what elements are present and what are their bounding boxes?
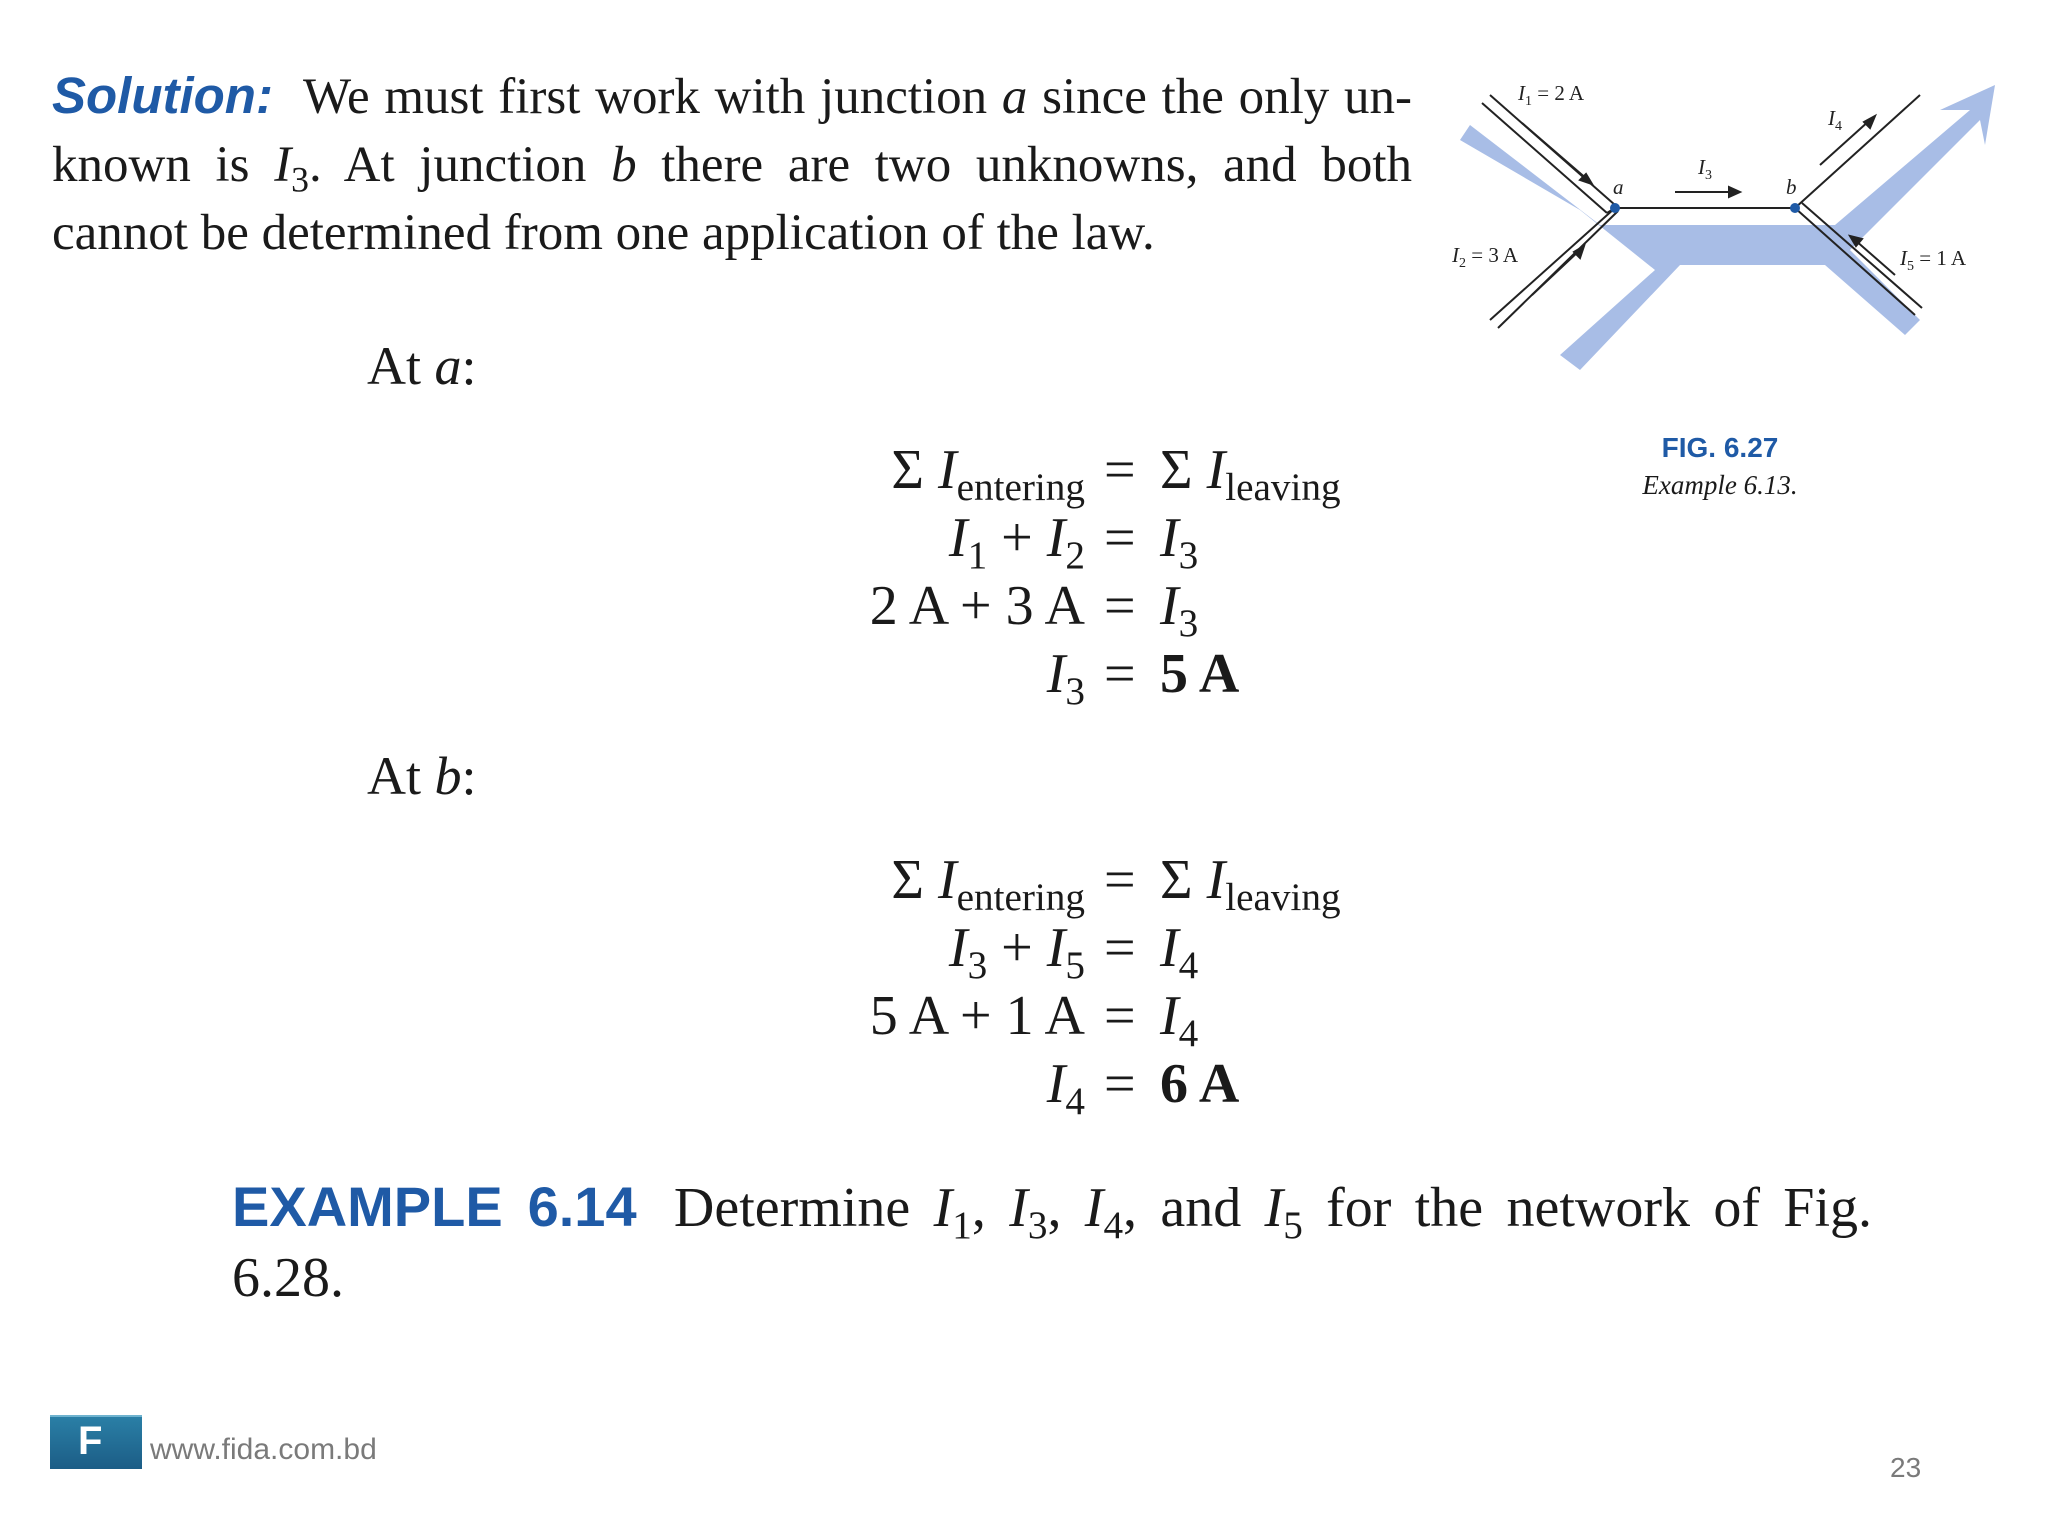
current-symbol: I bbox=[1160, 507, 1179, 569]
eq-b-row1-rhs bbox=[1160, 848, 1341, 919]
figure-caption-subtitle: Example 6.13. bbox=[1642, 470, 1798, 500]
current-symbol: I bbox=[937, 849, 957, 911]
current-symbol: I bbox=[933, 1177, 953, 1239]
eq-a-row1-lhs bbox=[891, 438, 1085, 509]
logo-letter: F bbox=[78, 1419, 103, 1463]
equals-sign: = bbox=[1104, 849, 1136, 911]
subscript: 5 bbox=[1283, 1203, 1303, 1247]
equals-sign: = bbox=[1104, 507, 1136, 569]
subscript: 1 bbox=[952, 1203, 972, 1247]
label-i4: $I_4$ bbox=[1828, 106, 1842, 134]
solution-paragraph bbox=[52, 62, 1412, 267]
solution-text-1: We must first work with junction bbox=[302, 69, 1002, 125]
eq-a-result: 5 A bbox=[1160, 643, 1240, 705]
equals-sign: = bbox=[1104, 985, 1136, 1047]
subscript: 3 bbox=[1178, 601, 1199, 645]
junction-a-ref: a bbox=[1001, 69, 1028, 125]
node-b bbox=[1790, 203, 1800, 213]
current-symbol: I bbox=[1046, 917, 1066, 979]
eq-a-row3-rhs bbox=[1160, 574, 1199, 645]
eq-b-row4-lhs bbox=[1046, 1052, 1085, 1123]
subscript: 4 bbox=[1103, 1203, 1124, 1247]
sigma: Σ bbox=[891, 849, 924, 911]
current-symbol: I bbox=[1046, 1053, 1066, 1115]
plus-sign: + bbox=[1001, 507, 1033, 569]
eq-b-result: 6 A bbox=[1160, 1053, 1240, 1115]
equals-sign: = bbox=[1104, 439, 1136, 501]
subscript: 1 bbox=[967, 533, 988, 577]
subscript: 4 bbox=[1178, 943, 1199, 987]
subscript: 3 bbox=[1178, 533, 1199, 577]
example-paragraph bbox=[232, 1172, 1872, 1313]
subscript: 2 bbox=[1065, 533, 1085, 577]
subscript: 4 bbox=[1178, 1011, 1199, 1055]
sigma: Σ bbox=[1160, 439, 1193, 501]
plus-sign: + bbox=[1001, 917, 1033, 979]
current-symbol: I bbox=[1046, 507, 1066, 569]
equals-sign: = bbox=[1104, 575, 1136, 637]
eq-a-row2-rhs bbox=[1160, 506, 1199, 577]
page-number: 23 bbox=[1890, 1452, 1922, 1483]
subscript: 4 bbox=[1065, 1079, 1085, 1123]
sigma: Σ bbox=[891, 439, 924, 501]
fida-logo bbox=[50, 1415, 142, 1469]
current-subscript: 3 bbox=[291, 159, 310, 200]
solution-text-2: since the only un-known is bbox=[52, 69, 1413, 193]
current-symbol: I bbox=[1206, 439, 1226, 501]
current-symbol: I bbox=[1160, 917, 1179, 979]
equals-sign: = bbox=[1104, 1053, 1136, 1115]
label-i2: $I_2 = 3$ A bbox=[1452, 243, 1519, 271]
current-symbol: I bbox=[948, 507, 968, 569]
at-var: b bbox=[434, 746, 462, 806]
at-text: At bbox=[367, 746, 435, 806]
sub-leaving: leaving bbox=[1225, 875, 1341, 919]
current-symbol: I bbox=[1264, 1177, 1284, 1239]
subscript: 3 bbox=[1027, 1203, 1048, 1247]
eq-b-row1-lhs bbox=[891, 848, 1085, 919]
at-colon: : bbox=[461, 336, 477, 396]
example-label: EXAMPLE 6.14 bbox=[232, 1175, 637, 1238]
example-text-2: for the network of Fig. 6.28. bbox=[232, 1177, 1873, 1309]
and-text: , and bbox=[1123, 1177, 1265, 1239]
subscript: 3 bbox=[967, 943, 988, 987]
eq-a-row4-lhs bbox=[1046, 642, 1085, 713]
current-symbol: I bbox=[274, 137, 292, 193]
label-i1: $I_1 = 2$ A bbox=[1518, 81, 1585, 109]
eq-b-row3-rhs bbox=[1160, 984, 1199, 1055]
figure-caption-title: FIG. 6.27 bbox=[1661, 432, 1779, 463]
eq-b-row3-lhs: 5 A + 1 A bbox=[869, 985, 1085, 1047]
solution-text-4: there are two unknowns, and both cannot be determined from one application of the law. bbox=[52, 137, 1412, 261]
label-i3: $I_3$ bbox=[1698, 155, 1712, 183]
solution-label: Solution: bbox=[52, 67, 273, 124]
comma: , bbox=[971, 1177, 1010, 1239]
subscript: 3 bbox=[1065, 669, 1085, 713]
current-symbol: I bbox=[1206, 849, 1226, 911]
junction-diagram bbox=[1440, 70, 2020, 410]
sub-entering: entering bbox=[956, 465, 1085, 509]
solution-text-3: . At junction bbox=[309, 137, 612, 193]
current-symbol: I bbox=[937, 439, 957, 501]
equals-sign: = bbox=[1104, 643, 1136, 705]
current-symbol: I bbox=[1046, 643, 1066, 705]
at-b-heading bbox=[367, 745, 477, 807]
footer-url: www.fida.com.bd bbox=[150, 1433, 377, 1466]
sub-entering: entering bbox=[956, 875, 1085, 919]
current-flow-arrows bbox=[1460, 85, 1995, 370]
current-symbol: I bbox=[1160, 985, 1179, 1047]
current-symbol: I bbox=[1160, 575, 1179, 637]
junction-b-ref: b bbox=[611, 137, 637, 193]
eq-a-row3-lhs: 2 A + 3 A bbox=[869, 575, 1085, 637]
current-symbol: I bbox=[948, 917, 968, 979]
eq-b-row2-lhs bbox=[948, 916, 1085, 987]
at-text: At bbox=[367, 336, 435, 396]
node-a bbox=[1610, 203, 1620, 213]
at-a-heading bbox=[367, 335, 477, 397]
sub-leaving: leaving bbox=[1225, 465, 1341, 509]
label-node-b: b bbox=[1786, 175, 1797, 199]
eq-b-row2-rhs bbox=[1160, 916, 1199, 987]
label-i5: $I_5 = 1$ A bbox=[1900, 246, 1967, 274]
comma: , bbox=[1047, 1177, 1085, 1239]
sigma: Σ bbox=[1160, 849, 1193, 911]
figure-caption bbox=[1560, 432, 1880, 501]
current-symbol: I bbox=[1009, 1177, 1028, 1239]
at-colon: : bbox=[461, 746, 477, 806]
eq-a-row2-lhs bbox=[948, 506, 1085, 577]
equals-sign: = bbox=[1104, 917, 1136, 979]
current-symbol: I bbox=[1084, 1177, 1104, 1239]
label-node-a: a bbox=[1613, 175, 1624, 199]
example-text-1: Determine bbox=[650, 1177, 934, 1239]
at-var: a bbox=[434, 336, 462, 396]
eq-a-row1-rhs bbox=[1160, 438, 1341, 509]
subscript: 5 bbox=[1065, 943, 1085, 987]
